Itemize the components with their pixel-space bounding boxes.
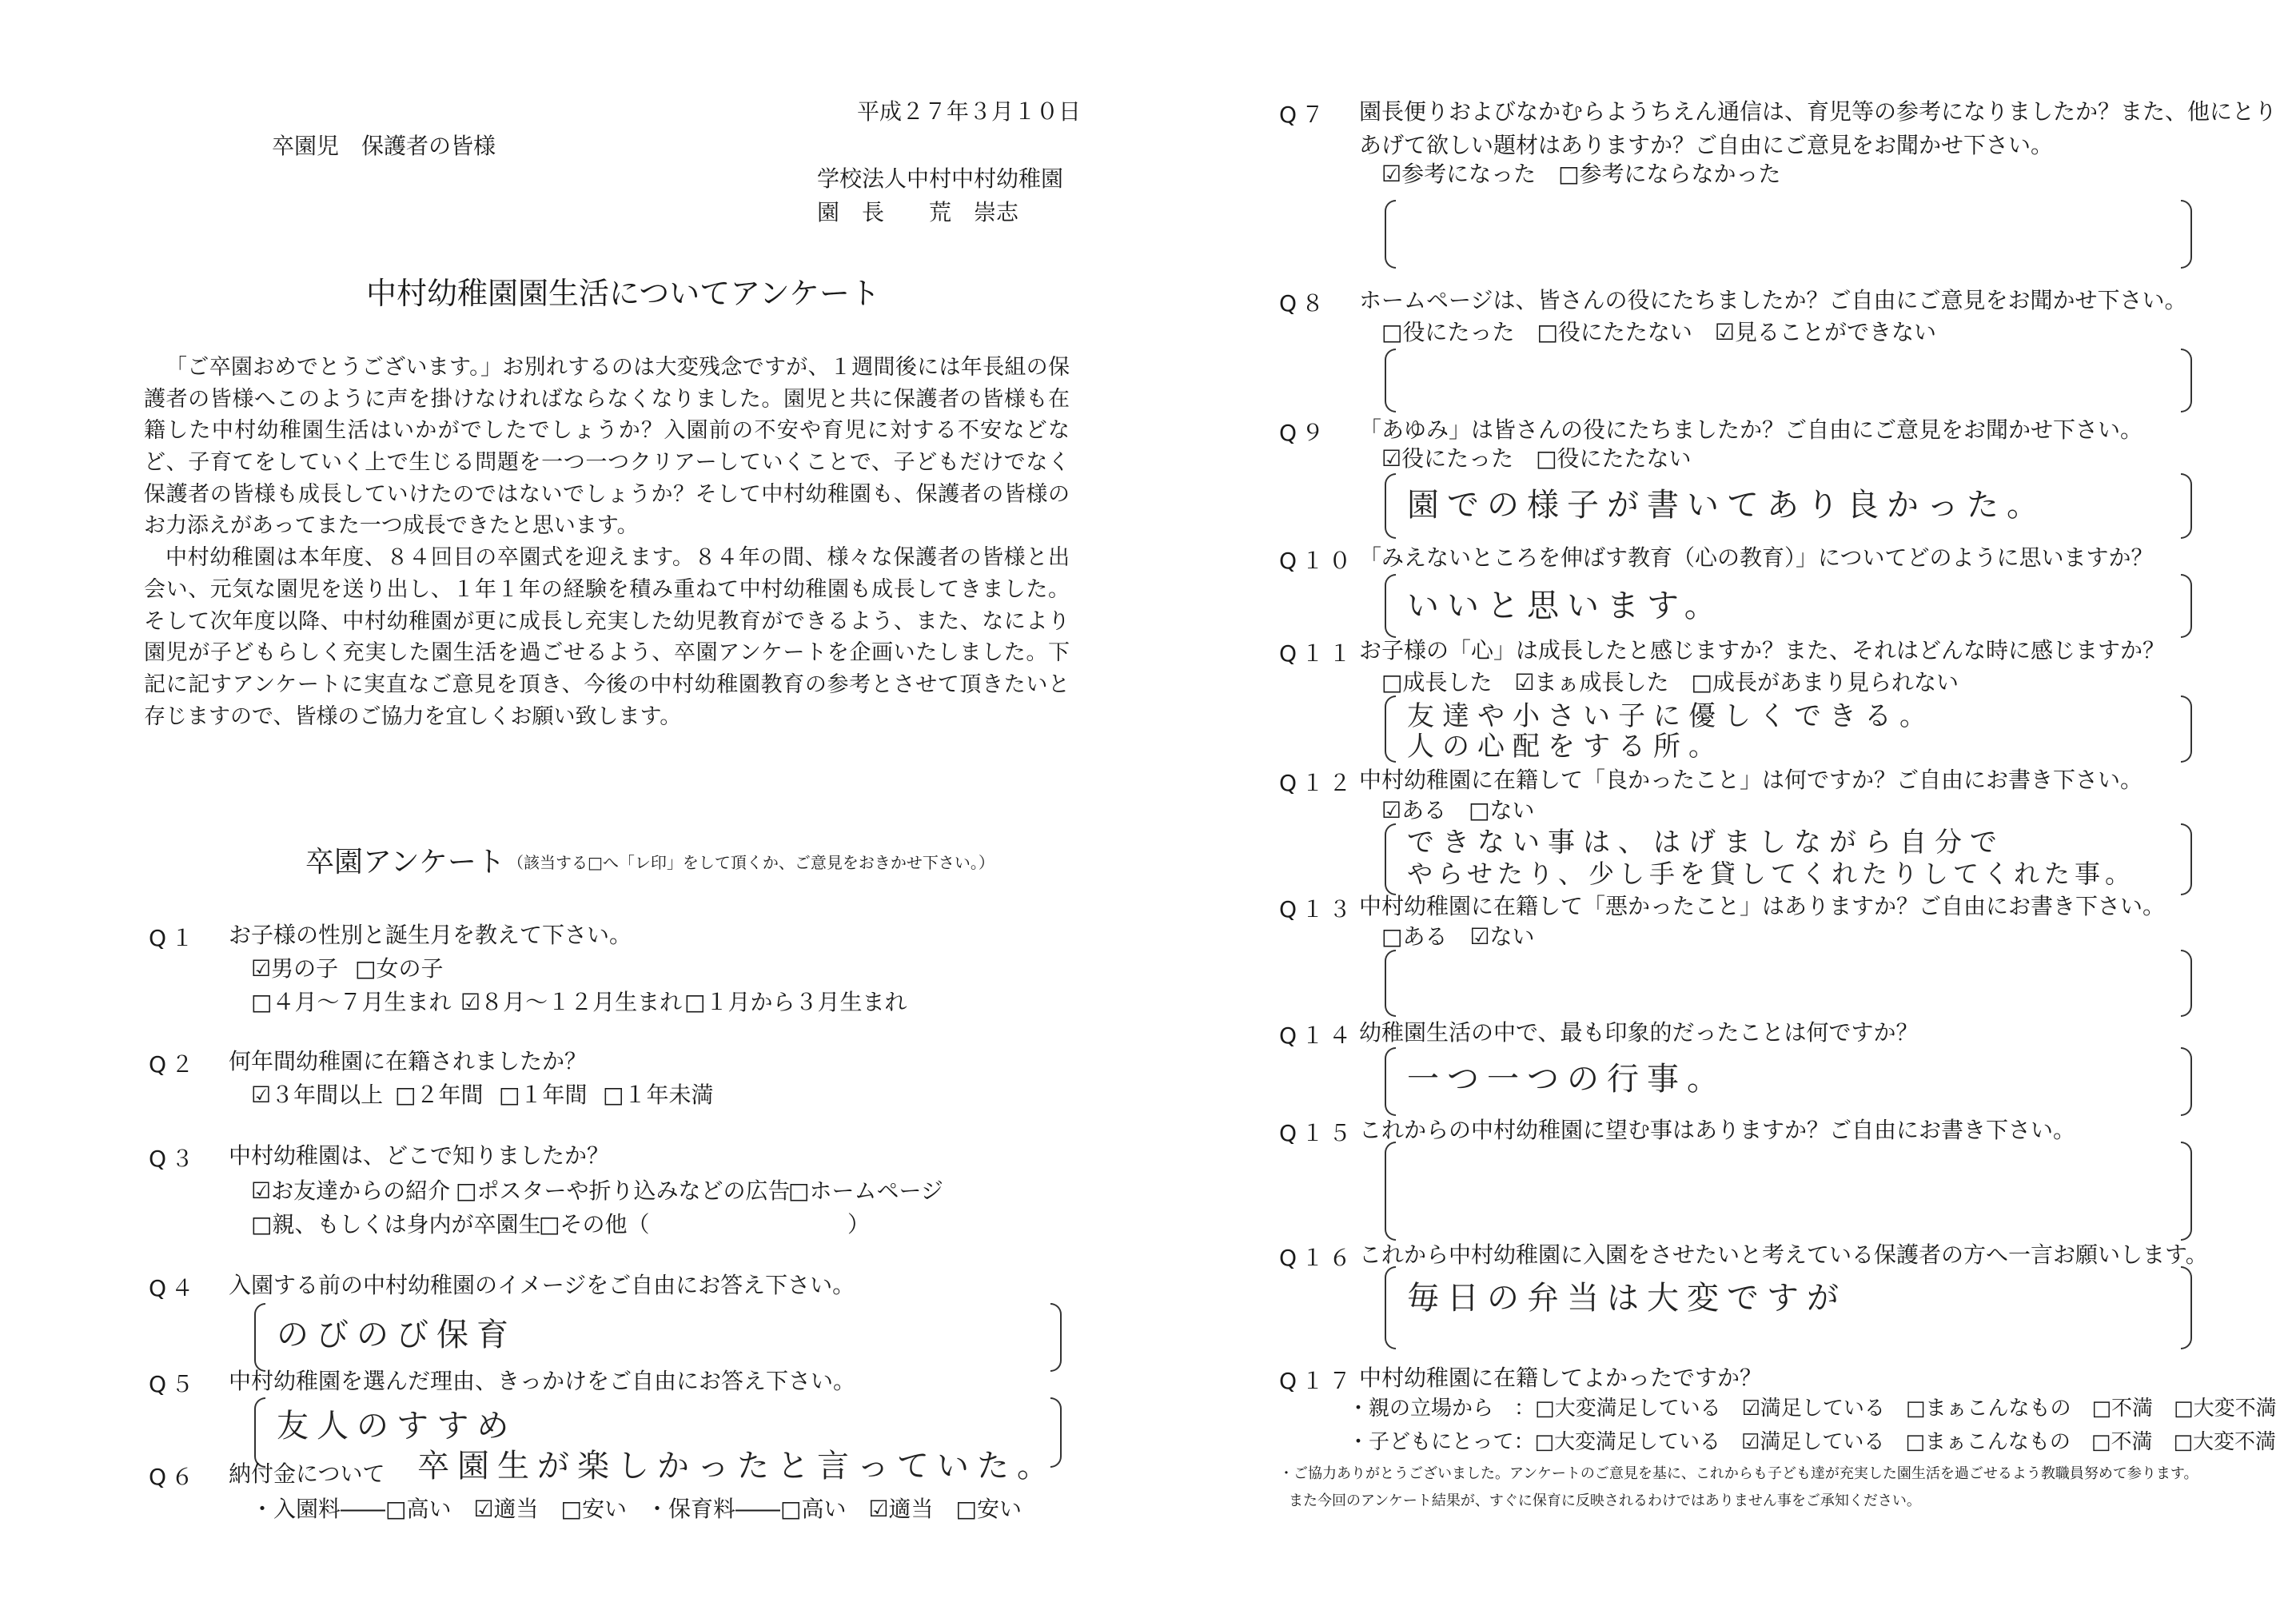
intro-text xyxy=(144,352,1070,732)
q17-child-row[interactable]: ・子どもにとって：□大変満足している ☑満足している □まぁこんなもの □不満 □大変不満 xyxy=(1348,1430,2277,1454)
q5-answer-line2: 卒園生が楽しかったと言っていた。 xyxy=(417,1448,1057,1484)
q12-answer-line2: やらせたり、少し手を貸してくれたりしてくれた事。 xyxy=(1407,859,2136,889)
q14-answer: 一つ一つの行事。 xyxy=(1407,1061,1727,1098)
q3-other-close: ） xyxy=(847,1211,871,1237)
q2-number: Q２ xyxy=(149,1051,199,1078)
q7-answer-box[interactable] xyxy=(1385,200,2192,265)
q1-option-boy[interactable]: ☑男の子 xyxy=(251,955,339,982)
q1-option-jan-mar[interactable]: □１月から３月生まれ xyxy=(684,989,907,1015)
q11-answer-line1: 友達や小さい子に優しくできる。 xyxy=(1407,700,1935,732)
q13-text: 中村幼稚園に在籍して「悪かったこと」はありますか？ご自由にお書き下さい。 xyxy=(1359,893,2166,919)
q9-number: Q９ xyxy=(1279,420,1329,446)
q13-options[interactable]: □ある ☑ない xyxy=(1381,923,1535,950)
q16-number: Q１６ xyxy=(1279,1245,1357,1271)
q3-option-poster[interactable]: □ポスターや折り込みなどの広告 xyxy=(456,1178,791,1204)
q4-text: 入園する前の中村幼稚園のイメージをご自由にお答え下さい。 xyxy=(229,1272,855,1298)
q12-text: 中村幼稚園に在籍して「良かったこと」は何ですか？ご自由にお書き下さい。 xyxy=(1359,767,2143,793)
q14-number: Q１４ xyxy=(1279,1022,1357,1049)
q16-text: これから中村幼稚園に入園をさせたいと考えている保護者の方へ一言お願いします。 xyxy=(1359,1241,2208,1268)
q15-answer-box[interactable] xyxy=(1385,1142,2192,1237)
q12-answer-box[interactable] xyxy=(1385,823,2192,892)
q1-number: Q１ xyxy=(149,925,199,951)
principal-name: 園 長 荒 崇志 xyxy=(817,199,1019,225)
q3-number: Q３ xyxy=(149,1146,199,1172)
q1-option-girl[interactable]: □女の子 xyxy=(355,955,444,982)
q10-answer: いいと思います。 xyxy=(1407,588,1724,624)
q11-number: Q１１ xyxy=(1279,640,1357,667)
q4-number: Q４ xyxy=(149,1275,199,1301)
q6-childcare-fee[interactable]: ・保育料――□高い ☑適当 □安い xyxy=(646,1496,1022,1522)
q8-options[interactable]: □役にたった □役にたたない ☑見ることができない xyxy=(1381,319,1937,345)
q2-option-under1[interactable]: □１年未満 xyxy=(603,1082,714,1108)
q2-text: 何年間幼稚園に在籍されましたか？ xyxy=(229,1048,588,1074)
survey-heading: 卒園アンケート xyxy=(305,846,505,879)
q9-answer: 園での様子が書いてあり良かった。 xyxy=(1407,487,2047,524)
q1-option-aug-dec[interactable]: ☑８月～１２月生まれ xyxy=(460,989,683,1015)
q12-options[interactable]: ☑ある □ない xyxy=(1381,797,1535,823)
q9-text: 「あゆみ」は皆さんの役にたちましたか？ご自由にご意見をお聞かせ下さい。 xyxy=(1359,416,2143,443)
q11-answer-line2: 人の心配をする所。 xyxy=(1407,731,1724,763)
q7-text-line1: 園長便りおよびなかむらようちえん通信は、育児等の参考になりましたか？また、他にとり xyxy=(1359,98,2278,125)
q17-parent-row[interactable]: ・親の立場から ：□大変満足している ☑満足している □まぁこんなもの □不満 □大変不満 xyxy=(1348,1397,2277,1421)
q17-number: Q１７ xyxy=(1279,1368,1357,1394)
q1-text: お子様の性別と誕生月を教えて下さい。 xyxy=(229,922,632,948)
q6-entrance-fee[interactable]: ・入園料――□高い ☑適当 □安い xyxy=(251,1496,628,1522)
recipient: 卒園児 保護者の皆様 xyxy=(272,133,496,159)
q6-text: 納付金について xyxy=(229,1461,385,1487)
q16-answer: 毎日の弁当は大変ですが xyxy=(1407,1280,1847,1317)
q3-option-friend[interactable]: ☑お友達からの紹介 xyxy=(251,1178,451,1204)
q10-answer-box[interactable] xyxy=(1385,574,2192,635)
q11-options[interactable]: □成長した ☑まぁ成長した □成長があまり見られない xyxy=(1381,669,1959,695)
q1-option-apr-jul[interactable]: □４月～７月生まれ xyxy=(251,989,452,1015)
q5-number: Q５ xyxy=(149,1371,199,1397)
q12-number: Q１２ xyxy=(1279,770,1357,796)
q2-option-3years[interactable]: ☑３年間以上 xyxy=(251,1082,384,1108)
school-name: 学校法人中村中村幼稚園 xyxy=(817,165,1064,192)
q7-number: Q７ xyxy=(1279,102,1329,128)
q5-text: 中村幼稚園を選んだ理由、きっかけをご自由にお答え下さい。 xyxy=(229,1368,856,1394)
q4-answer-box[interactable] xyxy=(254,1303,1062,1369)
q10-number: Q１０ xyxy=(1279,548,1357,574)
survey-note: （該当する□へ「レ印」をして頂くか、ご意見をおきかせ下さい。） xyxy=(508,853,995,872)
q2-option-2years[interactable]: □２年間 xyxy=(395,1082,484,1108)
footer-note: また今回のアンケート結果が、すぐに保育に反映されるわけではありません事をご承知ください。 xyxy=(1289,1492,1921,1509)
q11-text: お子様の「心」は成長したと感じますか？また、それはどんな時に感じますか？ xyxy=(1359,637,2166,664)
q8-answer-box[interactable] xyxy=(1385,349,2192,409)
q4-answer: のびのび保育 xyxy=(277,1317,516,1353)
q15-text: これからの中村幼稚園に望む事はありますか？ご自由にお書き下さい。 xyxy=(1359,1117,2076,1143)
q3-text: 中村幼稚園は、どこで知りましたか？ xyxy=(229,1142,610,1169)
q8-text: ホームページは、皆さんの役にたちましたか？ご自由にご意見をお聞かせ下さい。 xyxy=(1359,287,2187,313)
q8-number: Q８ xyxy=(1279,290,1329,317)
q6-number: Q６ xyxy=(149,1464,199,1490)
q10-text: 「みえないところを伸ばす教育（心の教育）」についてどのように思いますか？ xyxy=(1359,544,2154,571)
q11-answer-box[interactable] xyxy=(1385,695,2192,763)
q7-options[interactable]: ☑参考になった □参考にならなかった xyxy=(1381,161,1781,187)
q15-number: Q１５ xyxy=(1279,1120,1357,1146)
q9-options[interactable]: ☑役にたった □役にたたない xyxy=(1381,445,1692,472)
q2-option-1year[interactable]: □１年間 xyxy=(499,1082,588,1108)
q16-answer-box[interactable] xyxy=(1385,1266,2192,1346)
q5-answer-line1: 友人のすすめ xyxy=(277,1408,517,1445)
q3-option-other[interactable]: □その他（ xyxy=(539,1211,650,1237)
date: 平成２７年３月１０日 xyxy=(857,98,1082,125)
q3-option-family[interactable]: □親、もしくは身内が卒園生 xyxy=(251,1211,541,1237)
page-title: 中村幼稚園園生活についてアンケート xyxy=(366,276,880,311)
q14-text: 幼稚園生活の中で、最も印象的だったことは何ですか？ xyxy=(1359,1019,1919,1046)
intro-paragraph-2: 中村幼稚園は本年度、８４回目の卒園式を迎えます。８４年の間、様々な保護者の皆様と出会い、元気な園児を送り出し、１年１年の経験を積み重ねて中村幼稚園も成長してきました。そして次年度以降、中村幼稚園が更に成長し充実した幼児教育ができるよう、また、なにより園児が子どもらしく充実した園生活を過ごせるよう、卒園アンケートを企画いたしました。下記に記すアンケートに実直なご意見を頂き、今後の中村幼稚園教育の参考とさせて頂きたいと存じますので、皆様のご協力を宜しくお願い致します。 xyxy=(144,545,1070,729)
footer-thanks: ・ご協力ありがとうございました。アンケートのご意見を基に、これからも子ども達が充実した園生活を過ごせるよう教職員努めて参ります。 xyxy=(1279,1465,2198,1482)
q9-answer-box[interactable] xyxy=(1385,473,2192,536)
q3-option-homepage[interactable]: □ホームページ xyxy=(788,1178,943,1204)
q12-answer-line1: できない事は、はげましながら自分で xyxy=(1407,827,2005,859)
q14-answer-box[interactable] xyxy=(1385,1047,2192,1113)
q7-text-line2: あげて欲しい題材はありますか？ご自由にご意見をお聞かせ下さい。 xyxy=(1359,132,2054,158)
intro-paragraph-1: 「ご卒園おめでとうございます。」お別れするのは大変残念ですが、１週間後には年長組の保護者の皆様へこのように声を掛けなければならなくなりました。園児と共に保護者の皆様も在籍した中村幼稚園生活はいかがでしたでしょうか？入園前の不安や育児に対する不安などなど、子育てをしていく上で生じる問題を一つ一つクリアーしていくことで、子どもだけでなく保護者の皆様も成長していけたのではないでしょうか？そして中村幼稚園も、保護者の皆様のお力添えがあってまた一つ成長できたと思います。 xyxy=(144,355,1070,539)
q17-text: 中村幼稚園に在籍してよかったですか？ xyxy=(1359,1365,1763,1391)
q13-answer-box[interactable] xyxy=(1385,950,2192,1014)
q13-number: Q１３ xyxy=(1279,896,1357,923)
